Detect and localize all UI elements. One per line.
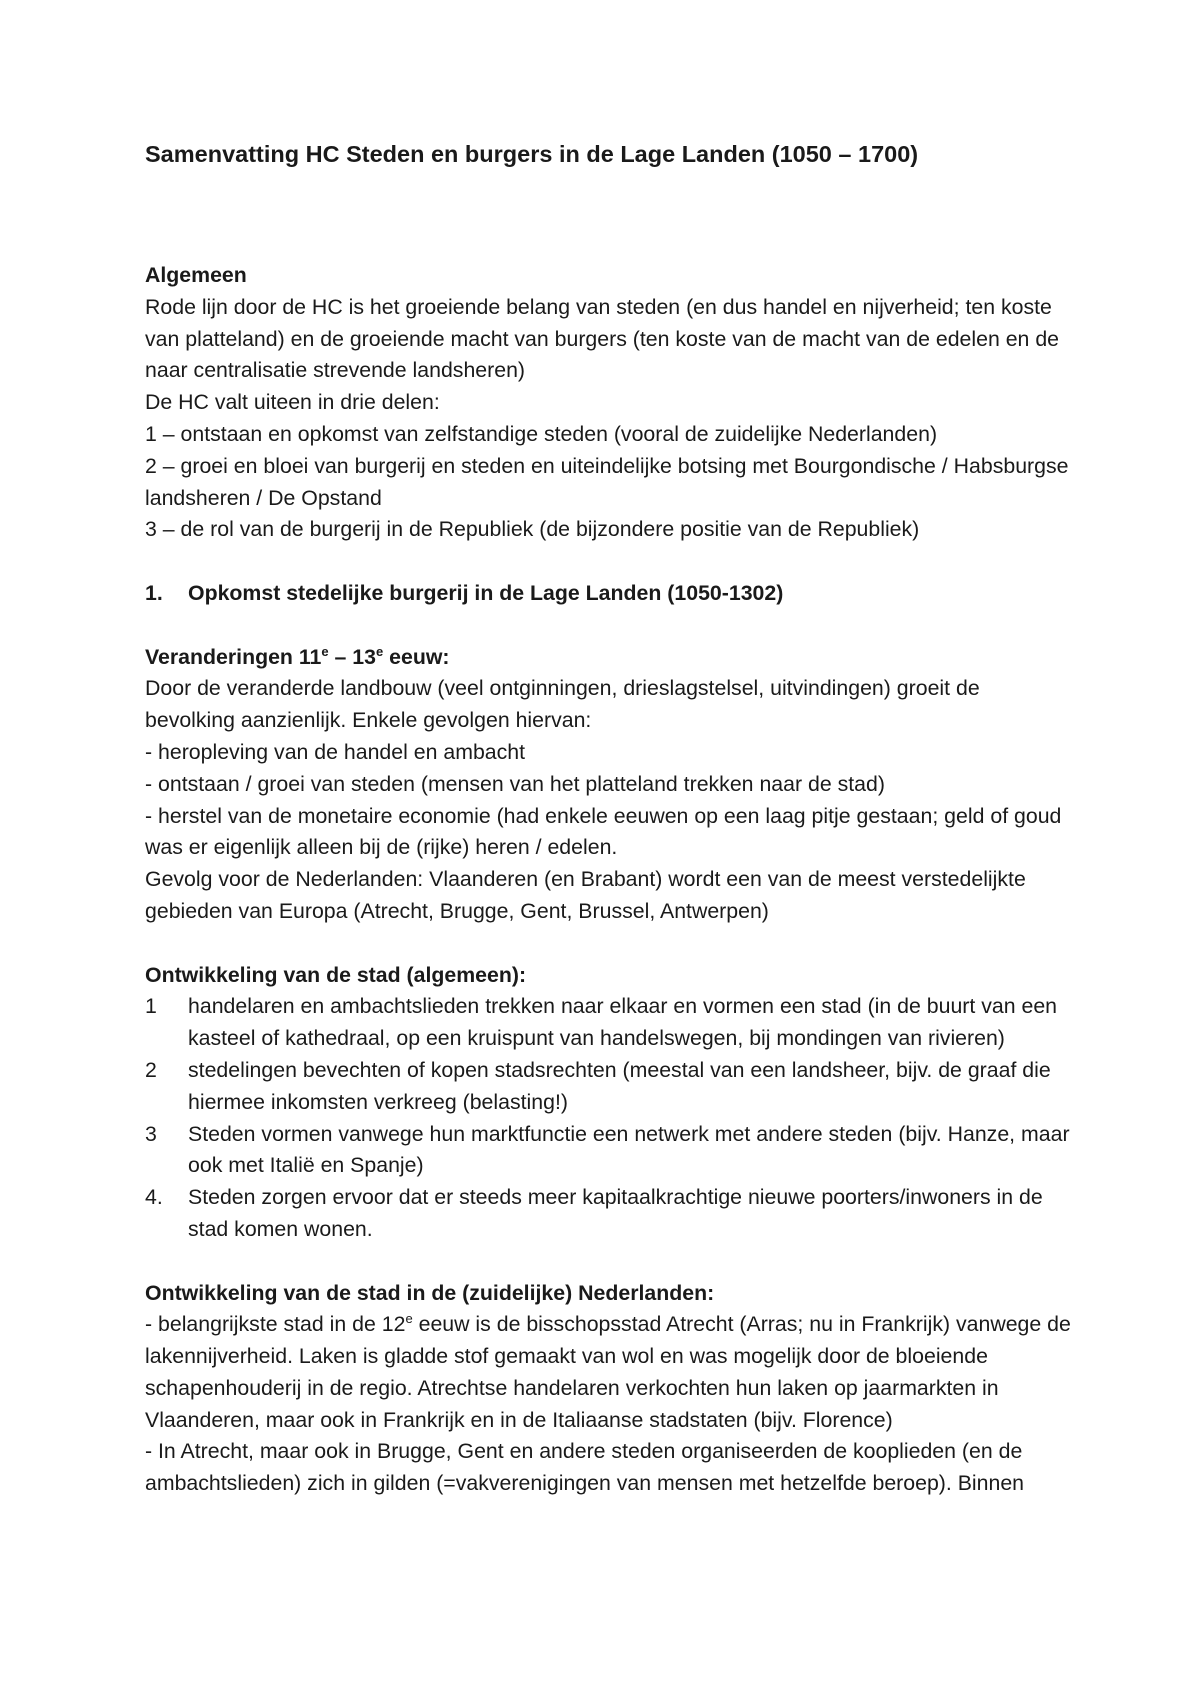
list-item [145, 991, 1075, 1055]
list-item [145, 1055, 1075, 1119]
section-1-number: 1. [145, 580, 163, 605]
parts-intro: De HC valt uiteen in drie delen: [145, 390, 440, 415]
heading-algemeen: Algemeen [145, 263, 247, 287]
list-number: 2 [145, 1057, 157, 1082]
veranderingen-item-2: - ontstaan / groei van steden (mensen van het platteland trekken naar de stad) [145, 771, 885, 796]
text-part: eeuw is de bisschopsstad Atrecht (Arras; nu in Frankrijk) vanwege de lakennijverheid. Laken is gladde stof gemaakt van wol en was mogelijk door de bloeiende schapenhouderij in de regio. Atrechtse handelaren verkochten hun laken op jaarmarkten in Vlaanderen, maar ook in Frankrijk en in de Italiaanse stadstaten (bijv. Florence) [145, 1312, 1071, 1432]
heading-part: Veranderingen 11 [145, 644, 322, 669]
paragraph-algemeen: Rode lijn door de HC is het groeiende belang van steden (en dus handel en nijverheid; ten koste van platteland) en de groeiende macht van burgers (ten koste van de macht van de edelen en de naar centralisatie strevende landsheren) [145, 294, 1060, 383]
superscript: e [405, 1311, 413, 1327]
ontwikkeling-nl-paragraph-1 [145, 1309, 1075, 1436]
ontwikkeling-nl-paragraph-2: - In Atrecht, maar ook in Brugge, Gent en andere steden organiseerden de kooplieden (en de ambachtslieden) zich in gilden (=vakverenigingen van mensen met hetzelfde beroep). Binnen [145, 1439, 1025, 1496]
list-text: Steden vormen vanwege hun marktfunctie een netwerk met andere steden (bijv. Hanze, maar ook met Italië en Spanje) [188, 1121, 1070, 1178]
veranderingen-item-1: - heropleving van de handel en ambacht [145, 739, 526, 764]
document-page [145, 138, 1075, 1500]
document-title: Samenvatting HC Steden en burgers in de Lage Landen (1050 – 1700) [145, 141, 919, 167]
heading-veranderingen [145, 642, 1075, 674]
list-text: handelaren en ambachtslieden trekken naar elkaar en vormen een stad (in de buurt van een kasteel of kathedraal, op een kruispunt van handelswegen, bij mondingen van rivieren) [188, 994, 1058, 1051]
heading-part: – 13 [328, 644, 376, 669]
part-item-2: 2 – groei en bloei van burgerij en steden en uiteindelijke botsing met Bourgondische / Habsburgse landsheren / De Opstand [145, 453, 1069, 510]
veranderingen-item-3: - herstel van de monetaire economie (had enkele eeuwen op een laag pitje gestaan; geld of goud was er eigenlijk alleen bij de (rijke) heren / edelen. [145, 803, 1062, 860]
veranderingen-intro: Door de veranderde landbouw (veel ontginningen, drieslagstelsel, uitvindingen) groeit de bevolking aanzienlijk. Enkele gevolgen hiervan: [145, 676, 980, 733]
heading-part: eeuw: [383, 644, 450, 669]
section-1-title: Opkomst stedelijke burgerij in de Lage Landen (1050-1302) [188, 580, 784, 605]
text-part: - belangrijkste stad in de 12 [145, 1312, 406, 1337]
spacer [145, 546, 1075, 578]
list-number: 3 [145, 1121, 157, 1146]
list-item [145, 1119, 1075, 1183]
veranderingen-conclusion: Gevolg voor de Nederlanden: Vlaanderen (en Brabant) wordt een van de meest verstedelijkte gebieden van Europa (Atrecht, Brugge, Gent, Brussel, Antwerpen) [145, 867, 1026, 923]
spacer [145, 928, 1075, 960]
spacer [145, 1246, 1075, 1278]
list-number: 1 [145, 994, 157, 1019]
list-text: stedelingen bevechten of kopen stadsrechten (meestal van een landsheer, bijv. de graaf die hiermee inkomsten verkreeg (belasting!) [188, 1057, 1051, 1114]
part-item-1: 1 – ontstaan en opkomst van zelfstandige steden (vooral de zuidelijke Nederlanden) [145, 421, 938, 446]
list-item [145, 1182, 1075, 1246]
spacer [145, 610, 1075, 642]
part-item-3: 3 – de rol van de burgerij in de Republiek (de bijzondere positie van de Republiek) [145, 517, 920, 542]
heading-ontwikkeling-nl: Ontwikkeling van de stad in de (zuidelijke) Nederlanden: [145, 1280, 715, 1305]
section-1-heading [145, 578, 1075, 610]
superscript: e [375, 643, 384, 659]
heading-ontwikkeling-algemeen: Ontwikkeling van de stad (algemeen): [145, 962, 527, 987]
ontwikkeling-list [145, 991, 1075, 1245]
list-number: 4. [145, 1185, 163, 1210]
list-text: Steden zorgen ervoor dat er steeds meer kapitaalkrachtige nieuwe poorters/inwoners in de stad komen wonen. [188, 1185, 1043, 1241]
superscript: e [321, 643, 329, 659]
